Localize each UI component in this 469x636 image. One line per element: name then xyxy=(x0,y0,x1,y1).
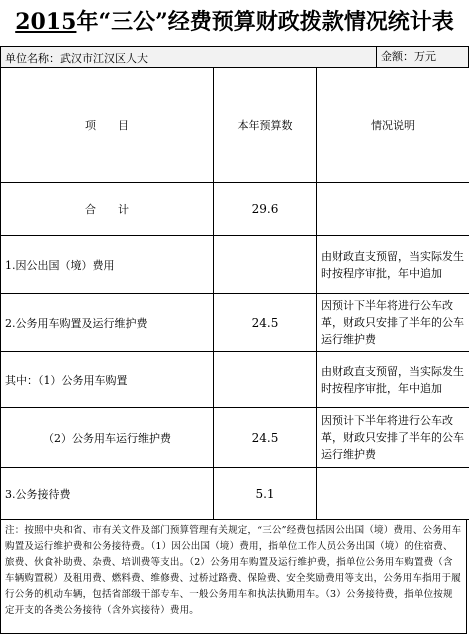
title-text: 年“三公”经费预算财政拨款情况统计表 xyxy=(76,9,454,35)
row-item: 3.公务接待费 xyxy=(1,468,214,520)
row-budget: 24.5 xyxy=(214,294,317,352)
row-note: 由财政直支预留，当实际发生时按程序审批，年中追加 xyxy=(317,352,469,408)
header-bar xyxy=(0,46,469,68)
page-title xyxy=(0,0,469,44)
row-note: 由财政直支预留，当实际发生时按程序审批，年中追加 xyxy=(317,236,469,294)
table-row xyxy=(1,352,469,408)
row-budget: 24.5 xyxy=(214,408,317,468)
table-row xyxy=(1,236,469,294)
row-note xyxy=(317,183,469,236)
row-item: （2）公务用车运行维护费 xyxy=(1,408,214,468)
table-row xyxy=(1,294,469,352)
column-header-item: 项 目 xyxy=(1,68,214,183)
row-budget xyxy=(214,352,317,408)
column-header-note: 情况说明 xyxy=(317,68,469,183)
row-note xyxy=(317,468,469,520)
row-item: 其中：（1）公务用车购置 xyxy=(1,352,214,408)
row-item: 2.公务用车购置及运行维护费 xyxy=(1,294,214,352)
table-row xyxy=(1,468,469,520)
budget-table xyxy=(0,67,469,520)
amount-unit: 金额：万元 xyxy=(376,47,469,67)
row-note: 因预计下半年将进行公车改革，财政只安排了半年的公车运行维护费 xyxy=(317,408,469,468)
table-row xyxy=(1,408,469,468)
row-note: 因预计下半年将进行公车改革，财政只安排了半年的公车运行维护费 xyxy=(317,294,469,352)
title-year: 2015 xyxy=(15,9,77,35)
column-header-budget: 本年预算数 xyxy=(214,68,317,183)
row-budget xyxy=(214,236,317,294)
footnote: 注：按照中央和省、市有关文件及部门预算管理有关规定，“三公”经费包括因公出国（境）费用、公务用车购置及运行维护费和公务接待费。（1）因公出国（境）费用，指单位工作人员公务出国（境）的住宿费、旅费、伙食补助费、杂费、培训费等支出。（2）公务用车购置及运行维护费，指单位公务用车购置费（含车辆购置税）及租用费、燃料费、维修费、过桥过路费、保险费、安全奖励费用等支出，公务用车指用于履行公务的机动车辆，包括省部级干部专车、一般公务用车和执法执勤用车。（3）公务接待费，指单位按规定开支的各类公务接待（含外宾接待）费用。 xyxy=(0,519,467,634)
table-row xyxy=(1,183,469,236)
row-item: 1.因公出国（境）费用 xyxy=(1,236,214,294)
row-item: 合 计 xyxy=(1,183,214,236)
row-budget: 5.1 xyxy=(214,468,317,520)
row-budget: 29.6 xyxy=(214,183,317,236)
unit-name: 单位名称：武汉市江汉区人大 xyxy=(5,52,148,65)
table-header-row xyxy=(1,68,469,183)
